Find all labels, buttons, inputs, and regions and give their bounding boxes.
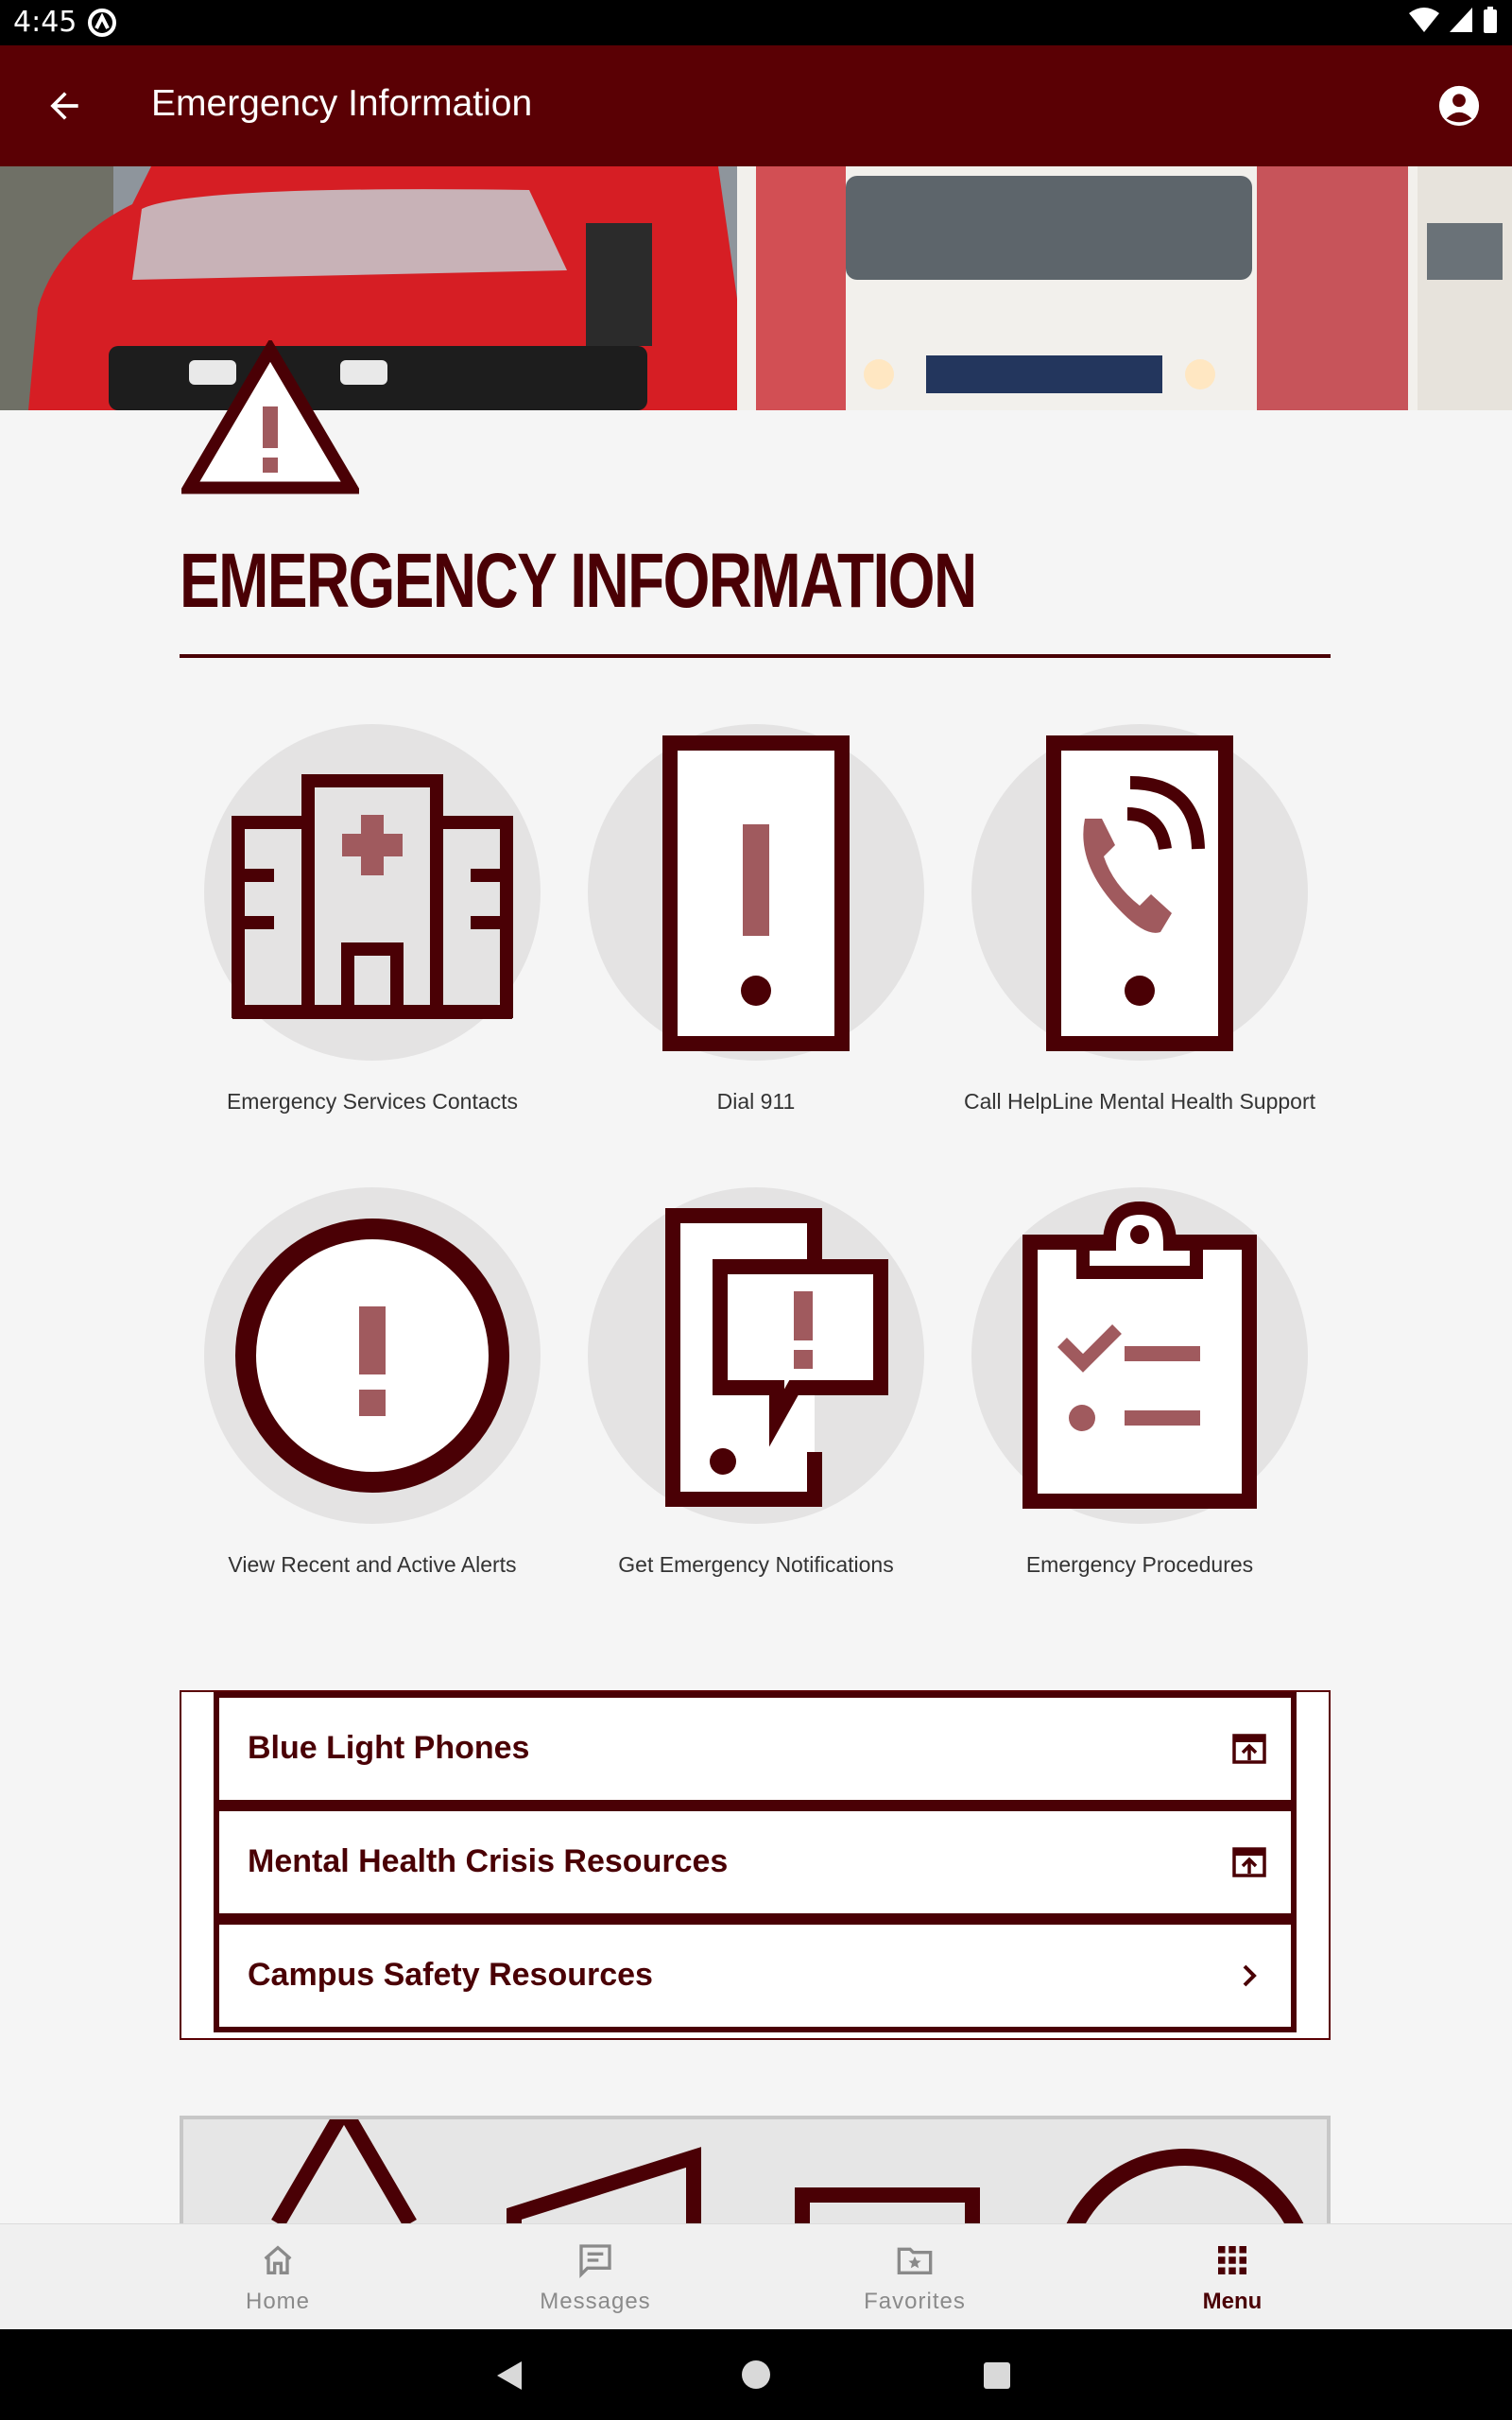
tile-label: Emergency Services Contacts <box>226 1089 519 1114</box>
arrow-back-icon <box>43 85 85 127</box>
tile-view-alerts[interactable] <box>166 1187 544 1584</box>
bottom-navigation <box>0 2223 1512 2329</box>
alert-circle-icon <box>204 1187 541 1524</box>
nav-label: Favorites <box>864 2289 966 2314</box>
tile-label: Call HelpLine Mental Health Support <box>963 1089 1316 1114</box>
clipboard-checklist-icon <box>971 1187 1308 1524</box>
tile-emergency-services-contacts[interactable] <box>166 724 544 1121</box>
nav-label: Home <box>245 2289 311 2314</box>
nav-favorites[interactable] <box>801 2224 1028 2330</box>
favorites-icon <box>896 2241 934 2279</box>
link-label: Campus Safety Resources <box>248 1957 653 1993</box>
nav-label: Messages <box>540 2289 651 2314</box>
open-external-icon <box>1230 1843 1268 1881</box>
app-notification-icon <box>87 8 117 38</box>
status-icons <box>1408 6 1499 34</box>
link-blue-light-phones[interactable] <box>214 1692 1297 1806</box>
phone-alert-icon <box>588 724 924 1061</box>
link-label: Blue Light Phones <box>248 1730 530 1766</box>
home-icon <box>259 2241 297 2279</box>
tile-label: Dial 911 <box>716 1089 796 1114</box>
tile-get-notifications[interactable] <box>550 1187 928 1584</box>
page-heading: EMERGENCY INFORMATION <box>180 538 976 624</box>
chevron-right-icon <box>1230 1957 1268 1995</box>
tile-label: View Recent and Active Alerts <box>228 1552 517 1577</box>
messages-icon <box>576 2241 614 2279</box>
hospital-icon <box>204 724 541 1061</box>
phone-call-icon <box>971 724 1308 1061</box>
tile-dial-911[interactable] <box>550 724 928 1121</box>
wifi-icon <box>1408 6 1440 34</box>
more-resources-icons <box>183 2119 1331 2229</box>
cell-signal-icon <box>1448 6 1474 34</box>
open-external-icon <box>1230 1730 1268 1768</box>
account-button[interactable] <box>1433 79 1486 132</box>
nav-messages[interactable] <box>482 2224 709 2330</box>
warning-triangle-icon <box>181 340 359 497</box>
nav-menu[interactable] <box>1119 2224 1346 2330</box>
back-button[interactable] <box>34 76 94 136</box>
notification-icon <box>588 1187 924 1524</box>
system-back-icon[interactable] <box>493 2360 525 2392</box>
status-time: 4:45 <box>13 6 77 39</box>
system-navigation-bar <box>0 2329 1512 2420</box>
link-label: Mental Health Crisis Resources <box>248 1843 729 1879</box>
app-bar-title: Emergency Information <box>151 83 533 124</box>
account-circle-icon <box>1437 84 1481 128</box>
link-campus-safety-resources[interactable] <box>214 1919 1297 2032</box>
nav-home[interactable] <box>164 2224 391 2330</box>
tile-label: Emergency Procedures <box>1025 1552 1254 1577</box>
status-bar <box>0 0 1512 45</box>
tile-emergency-procedures[interactable] <box>934 1187 1312 1584</box>
grid-menu-icon <box>1213 2241 1251 2279</box>
app-bar <box>0 45 1512 166</box>
tile-label: Get Emergency Notifications <box>618 1552 894 1577</box>
resource-links-list <box>180 1690 1331 2040</box>
link-mental-health-crisis-resources[interactable] <box>214 1806 1297 1919</box>
heading-divider <box>180 654 1331 658</box>
tile-call-helpline[interactable] <box>934 724 1316 1121</box>
nav-label: Menu <box>1202 2289 1263 2314</box>
battery-icon <box>1482 6 1499 34</box>
system-home-icon[interactable] <box>741 2360 771 2390</box>
system-recents-icon[interactable] <box>983 2361 1011 2390</box>
more-resources-card[interactable] <box>180 2116 1331 2229</box>
